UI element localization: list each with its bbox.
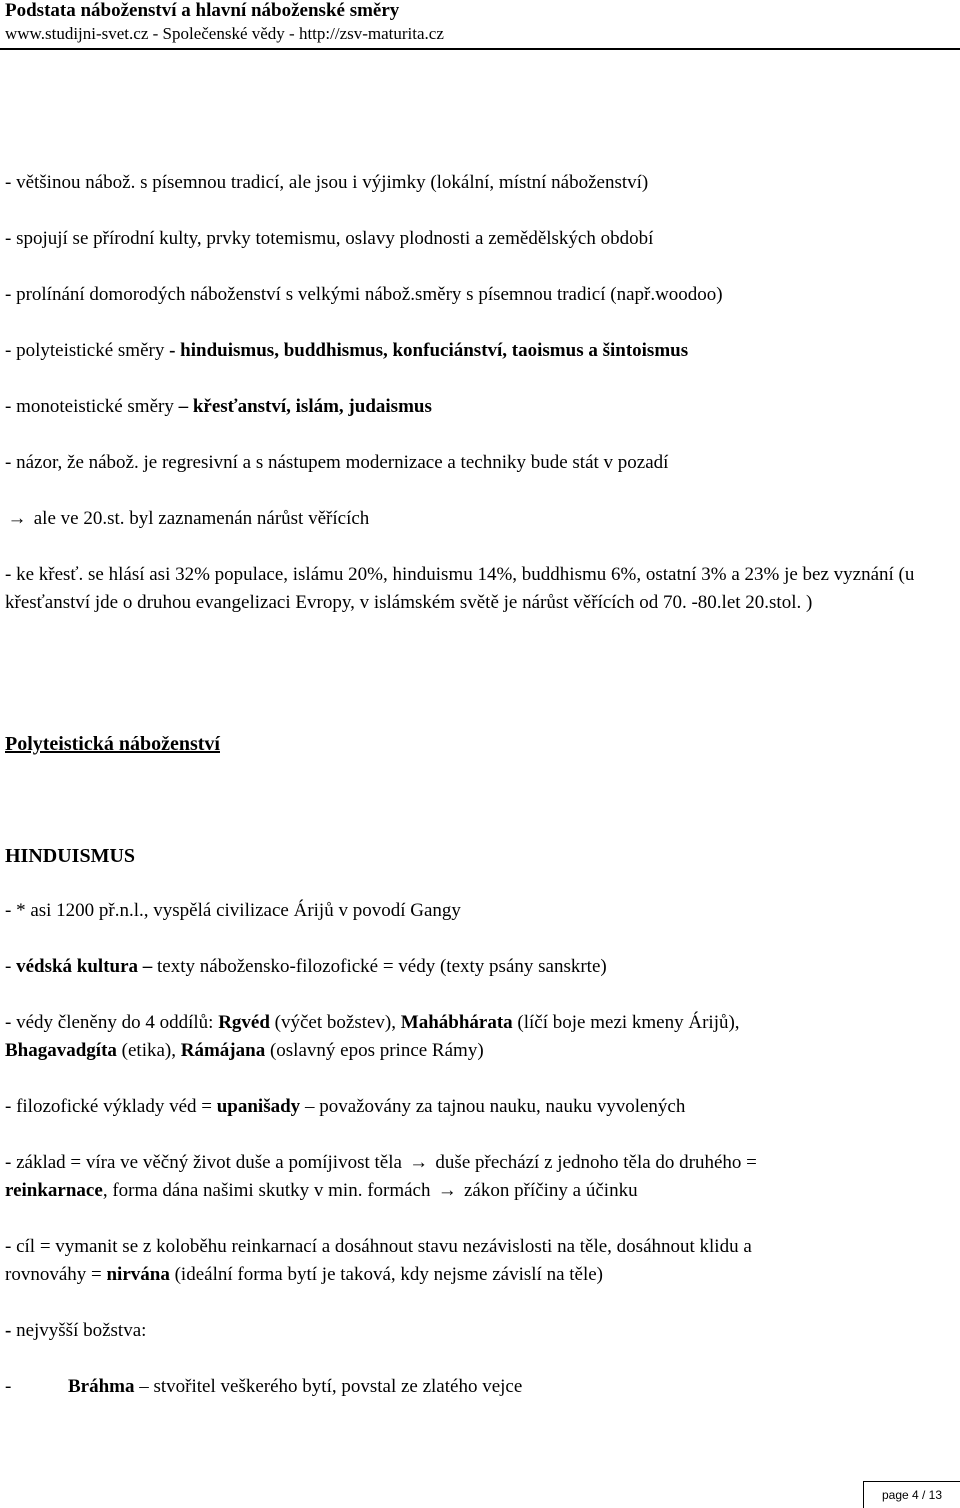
text-fragment: (etika), xyxy=(116,1040,181,1061)
term-rgved: Rgvéd xyxy=(218,1012,270,1033)
hinduism-line-1: - * asi 1200 př.n.l., vyspělá civilizace Árijů v povodí Gangy xyxy=(5,900,461,921)
supreme-deities-label: nejvyšší božstva: xyxy=(16,1320,147,1341)
paragraph-line-3: - prolínání domorodých náboženství s velkými nábož.směry s písemnou tradicí (např.woodoo) xyxy=(5,284,723,305)
paragraph-line-6: - názor, že nábož. je regresivní a s nástupem modernizace a techniky bude stát v pozadí xyxy=(5,452,669,473)
text-fragment: , forma dána našimi skutky v min. formách xyxy=(102,1180,436,1201)
vedic-culture-term: védská kultura – xyxy=(16,956,158,977)
right-arrow-icon: → xyxy=(437,1180,457,1201)
text-fragment: - filozofické výklady véd = xyxy=(5,1096,217,1117)
paragraph-line-1: - většinou nábož. s písemnou tradicí, ale jsou i výjimky (lokální, místní náboženství) xyxy=(5,172,649,193)
text-fragment: (ideální forma bytí je taková, kdy nejsme závislí na těle) xyxy=(169,1264,604,1285)
right-arrow-icon: → xyxy=(7,508,27,529)
term-mahabharata: Mahábhárata xyxy=(400,1012,513,1033)
term-nirvana: nirvána xyxy=(106,1264,170,1285)
paragraph-line-5 xyxy=(5,396,432,418)
paragraph-line-2: - spojují se přírodní kulty, prvky totemismu, oslavy plodnosti a zemědělských období xyxy=(5,228,654,249)
header-divider xyxy=(0,48,960,50)
document-title: Podstata náboženství a hlavní náboženské směry xyxy=(5,0,400,21)
hinduism-line-8 xyxy=(5,1376,522,1398)
hinduism-line-3 xyxy=(5,1009,955,1065)
paragraph-line-7 xyxy=(5,508,369,530)
text-fragment: - védy členěny do 4 oddílů: xyxy=(5,1012,219,1033)
text-fragment: (oslavný epos prince Rámy) xyxy=(265,1040,484,1061)
term-reinkarnace: reinkarnace xyxy=(5,1180,103,1201)
page-number: page 4 / 13 xyxy=(863,1481,960,1508)
text-fragment: (výčet božstev), xyxy=(269,1012,401,1033)
text-fragment: (líčí boje mezi kmeny Árijů), xyxy=(512,1012,740,1033)
text-fragment: - základ = víra ve věčný život duše a pomíjivost těla xyxy=(5,1152,407,1173)
document-source-line: www.studijni-svet.cz - Společenské vědy - http://zsv-maturita.cz xyxy=(5,24,444,43)
text-fragment: zákon příčiny a účinku xyxy=(459,1180,638,1201)
term-brahma: Bráhma xyxy=(68,1376,135,1397)
text-fragment: – stvořitel veškerého bytí, povstal ze zlatého vejce xyxy=(134,1376,523,1397)
text-fragment: - xyxy=(5,1320,17,1341)
section-heading-polytheism: Polyteistická náboženství xyxy=(5,733,220,755)
monotheist-list: – křesťanství, islám, judaismus xyxy=(178,396,432,417)
paragraph-line-8: - ke křesť. se hlásí asi 32% populace, islámu 20%, hinduismu 14%, buddhismu 6%, ostatní 3% a 23% je bez vyznání (u křesťanství jde o druhou evangelizaci Evropy, v islámském světě je nárůst věřících od 70. -80.let 20.stol. ) xyxy=(5,564,915,613)
hinduism-line-7 xyxy=(5,1320,146,1342)
hinduism-line-2 xyxy=(5,956,607,978)
hinduism-line-5 xyxy=(5,1149,955,1205)
text-fragment: - xyxy=(5,956,17,977)
text-fragment: – považovány za tajnou nauku, nauku vyvolených xyxy=(300,1096,686,1117)
text-fragment: rovnováhy = xyxy=(5,1264,107,1285)
paragraph-line-7-text: ale ve 20.st. byl zaznamenán nárůst věřících xyxy=(29,508,370,529)
hinduism-line-6 xyxy=(5,1233,955,1289)
list-dash: - xyxy=(5,1376,12,1397)
text-fragment: - cíl = vymanit se z koloběhu reinkarnací a dosáhnout stavu nezávislosti na těle, dosáhnout klidu a xyxy=(5,1236,752,1257)
monotheist-label: - monoteistické směry xyxy=(5,396,179,417)
polytheist-label: - polyteistické směry xyxy=(5,340,170,361)
heading-hinduism: HINDUISMUS xyxy=(5,845,136,867)
paragraph-line-4 xyxy=(5,340,688,362)
hinduism-line-4 xyxy=(5,1096,685,1118)
term-upanisady: upanišady xyxy=(216,1096,301,1117)
right-arrow-icon: → xyxy=(409,1152,429,1173)
term-bhagavadgita: Bhagavadgíta xyxy=(5,1040,117,1061)
text-fragment: texty nábožensko-filozofické = védy (texty psány sanskrte) xyxy=(157,956,607,977)
term-ramajana: Rámájana xyxy=(180,1040,266,1061)
polytheist-list: - hinduismus, buddhismus, konfuciánství, taoismus a šintoismus xyxy=(169,340,689,361)
text-fragment: duše přechází z jednoho těla do druhého = xyxy=(430,1152,757,1173)
